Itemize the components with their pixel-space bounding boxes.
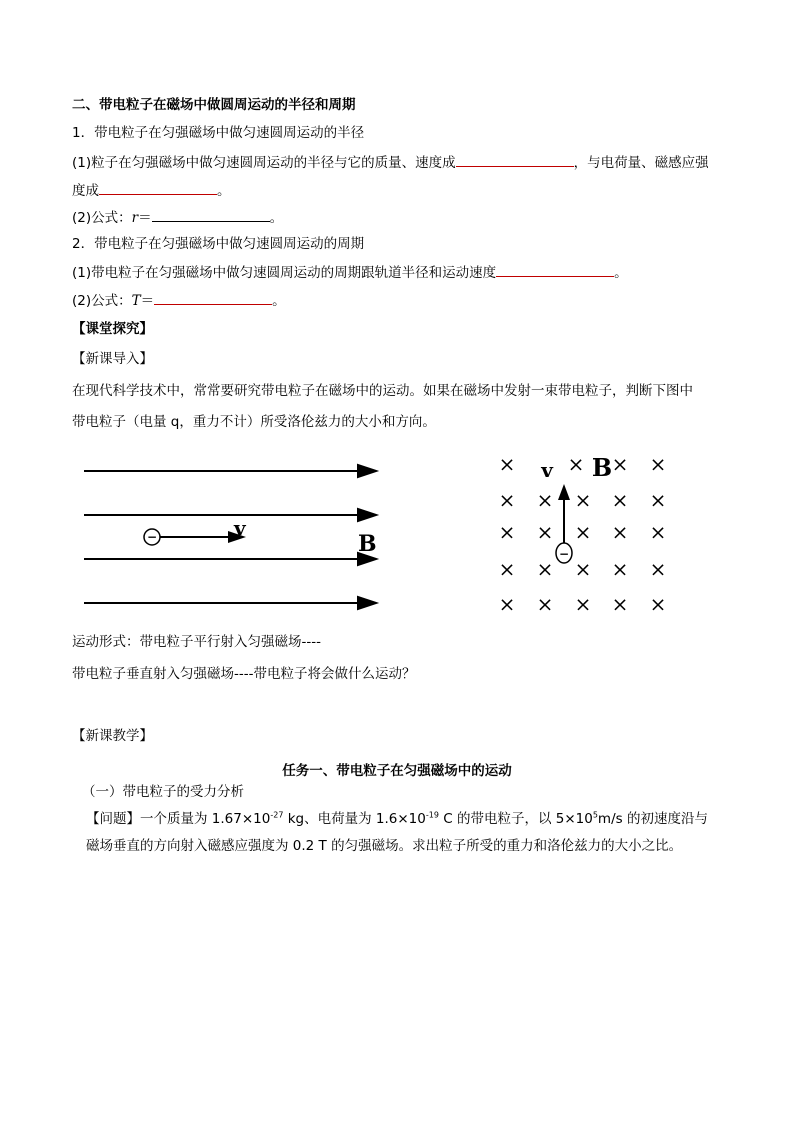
field-cross-icon: × [611, 557, 629, 581]
velocity-label-left: v [234, 516, 246, 540]
field-cross-icon: × [611, 452, 629, 476]
field-arrowhead-1 [358, 465, 376, 477]
parallel-field-figure [80, 455, 400, 615]
field-cross-icon: × [498, 557, 516, 581]
velocity-arrowhead-up [558, 484, 570, 500]
question-label: 【问题】 [86, 811, 140, 827]
sub-heading-force-analysis: （一）带电粒子的受力分析 [82, 784, 244, 800]
field-cross-icon: × [574, 592, 592, 615]
answer-blank-5[interactable] [154, 290, 272, 305]
intro-line-2: 带电粒子（电量 q，重力不计）所受洛伦兹力的大小和方向。 [72, 414, 436, 430]
field-cross-icon: × [574, 488, 592, 512]
exponent-mass: -27 [270, 810, 284, 820]
charge-sign-left: − [146, 530, 158, 544]
motion-line-1: 运动形式：带电粒子平行射入匀强磁场---- [72, 634, 321, 650]
field-cross-icon: × [649, 557, 667, 581]
item2-b-end: 。 [272, 293, 286, 309]
field-cross-icon: × [536, 592, 554, 615]
question-line-1 [86, 810, 708, 828]
radius-variable: r [131, 210, 139, 226]
section-title: 二、带电粒子在磁场中做圆周运动的半径和周期 [72, 97, 356, 113]
question-text-4: m/s 的初速度沿与 [597, 811, 708, 827]
equals-sign: ＝ [138, 210, 152, 226]
item2-b [72, 290, 286, 310]
answer-blank-1[interactable] [456, 152, 574, 167]
equals-sign-2: ＝ [140, 293, 155, 309]
charge-sign-right: − [558, 547, 570, 561]
field-cross-icon: × [611, 592, 629, 615]
item1-a-cont-text: 度成 [72, 183, 99, 199]
intro-line-1: 在现代科学技术中，常常要研究带电粒子在磁场中的运动。如果在磁场中发射一束带电粒子，判断下图中 [72, 383, 693, 399]
answer-blank-3[interactable] [152, 207, 270, 222]
task-one-title: 任务一、带电粒子在匀强磁场中的运动 [282, 763, 512, 779]
classroom-heading: 【课堂探究】 [72, 321, 153, 337]
field-cross-icon: × [611, 488, 629, 512]
question-line-2: 磁场垂直的方向射入磁感应强度为 0.2 T 的匀强磁场。求出粒子所受的重力和洛伦兹力的大小之比。 [86, 838, 683, 854]
item1-a-mid: ，与电荷量、磁感应强 [573, 155, 709, 171]
velocity-label-right: v [541, 458, 553, 482]
field-cross-icon: × [611, 520, 629, 544]
field-cross-icon: × [536, 557, 554, 581]
perpendicular-field-figure [490, 450, 680, 615]
field-cross-icon: × [649, 452, 667, 476]
field-arrowhead-2 [358, 509, 376, 521]
item1-a [72, 152, 709, 172]
field-cross-icon: × [498, 520, 516, 544]
field-cross-icon: × [498, 592, 516, 615]
item1-b-end: 。 [269, 210, 284, 226]
field-cross-icon: × [536, 520, 554, 544]
intro-heading: 【新课导入】 [72, 351, 153, 367]
question-text-2: kg、电荷量为 1.6×10 [283, 811, 426, 827]
question-text-3: C 的带电粒子，以 5×10 [438, 811, 593, 827]
field-label-left: B [358, 531, 377, 557]
answer-blank-2[interactable] [99, 180, 217, 195]
item1-b-text: (2)公式： [72, 210, 132, 226]
exponent-charge: -19 [425, 810, 439, 820]
motion-line-2: 带电粒子垂直射入匀强磁场----带电粒子将会做什么运动？ [72, 666, 416, 682]
field-cross-icon: × [498, 452, 516, 476]
exponent-speed: 5 [592, 810, 598, 820]
item1-a-text: (1)粒子在匀强磁场中做匀速圆周运动的半径与它的质量、速度成 [72, 155, 456, 171]
field-arrowhead-4 [358, 597, 376, 609]
item1-a-end: 。 [217, 183, 231, 199]
item1-a-cont [72, 180, 231, 200]
item2-a-end: 。 [614, 265, 628, 281]
cross-grid [499, 452, 667, 615]
field-label-right: B [591, 453, 613, 482]
field-cross-icon: × [574, 520, 592, 544]
field-cross-icon: × [649, 592, 667, 615]
field-cross-icon: × [498, 488, 516, 512]
field-cross-icon: × [649, 488, 667, 512]
field-cross-icon: × [567, 452, 585, 476]
item2-b-text: (2)公式： [72, 293, 132, 309]
answer-blank-4[interactable] [496, 262, 614, 277]
field-cross-icon: × [536, 488, 554, 512]
field-cross-icon: × [574, 557, 592, 581]
item2-a [72, 262, 628, 282]
item1-b [72, 207, 283, 227]
field-cross-icon: × [649, 520, 667, 544]
item2-heading: 2．带电粒子在匀强磁场中做匀速圆周运动的周期 [72, 236, 365, 252]
teaching-heading: 【新课教学】 [72, 728, 153, 744]
period-variable: T [131, 293, 141, 309]
item2-a-text: (1)带电粒子在匀强磁场中做匀速圆周运动的周期跟轨道半径和运动速度 [72, 265, 497, 281]
question-text-1: 一个质量为 1.67×10 [140, 811, 271, 827]
item1-heading: 1．带电粒子在匀强磁场中做匀速圆周运动的半径 [72, 125, 365, 141]
